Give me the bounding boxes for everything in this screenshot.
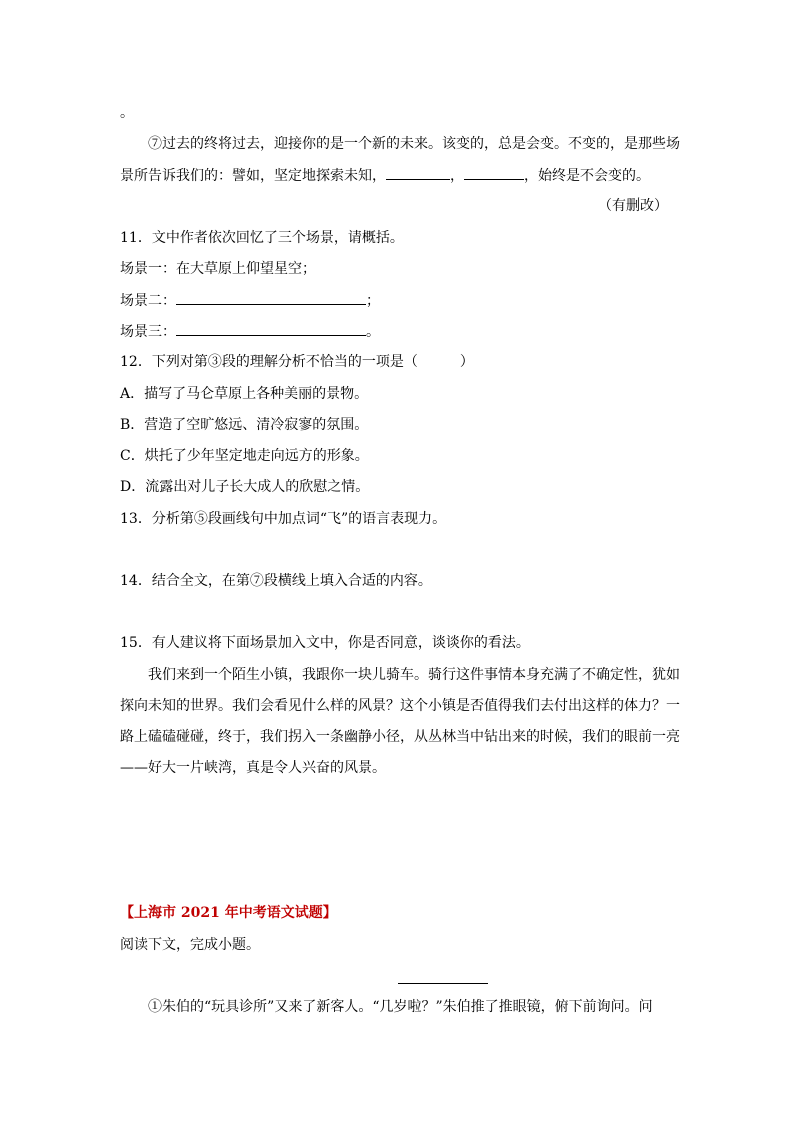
- para1: ①朱伯的“玩具诊所”又来了新客人。“几岁啦？”朱伯推了推眼镜，俯下前询问。问: [148, 999, 653, 1015]
- q11-scene1: 场景一：在大草原上仰望星空；: [120, 261, 316, 277]
- q15-stem: 15．有人建议将下面场景加入文中，你是否同意，谈谈你的看法。: [120, 635, 530, 651]
- q11-scene3-label: 场景三：: [120, 324, 176, 340]
- q11-scene2-end: ；: [366, 293, 380, 309]
- q15-para-line4: ——好大一片峡湾，真是令人兴奋的风景。: [120, 760, 386, 776]
- scene2-blank[interactable]: [176, 290, 366, 305]
- source-note: （有删改）: [598, 198, 668, 214]
- q11-scene2: [120, 290, 380, 311]
- q15-para-line3: 路上磕磕碰碰，终于，我们拐入一条幽静小径，从丛林当中钻出来的时候，我们的眼前一亮: [120, 729, 680, 745]
- q15-para-line2: 探向未知的世界。我们会看见什么样的风景？这个小镇是否值得我们去付出这样的体力？一: [120, 698, 680, 714]
- scene3-blank[interactable]: [176, 321, 366, 336]
- q11-stem: 11．文中作者依次回忆了三个场景，请概括。: [120, 230, 404, 246]
- para7-line2-post: ，始终是不会变的。: [524, 168, 650, 184]
- top-mark: 。: [120, 105, 134, 121]
- q12-option-c[interactable]: C．烘托了少年坚定地走向远方的形象。: [120, 448, 369, 464]
- para7-line2-pre: 景所告诉我们的：譬如，坚定地探索未知，: [120, 168, 386, 184]
- q15-para-line1: 我们来到一个陌生小镇，我跟你一块儿骑车。骑行这件事情本身充满了不确定性，犹如: [148, 667, 680, 683]
- para7-line1: ⑦过去的终将过去，迎接你的是一个新的未来。该变的，总是会变。不变的，是那些场: [148, 136, 680, 152]
- q12-option-a[interactable]: A．描写了马仑草原上各种美丽的景物。: [120, 386, 369, 402]
- q12-stem: 12．下列对第③段的理解分析不恰当的一项是（ ）: [120, 354, 474, 370]
- para7-line2: [120, 165, 650, 186]
- blank-1[interactable]: [386, 165, 450, 180]
- q11-scene2-label: 场景二：: [120, 293, 176, 309]
- title-blank-line: [398, 983, 488, 984]
- instruction: 阅读下文，完成小题。: [120, 937, 260, 953]
- q13: 13．分析第⑤段画线句中加点词“飞”的语言表现力。: [120, 511, 447, 527]
- q12-option-b[interactable]: B．营造了空旷悠远、清冷寂寥的氛围。: [120, 417, 369, 433]
- blank-2[interactable]: [464, 165, 524, 180]
- q11-scene3: [120, 321, 380, 342]
- q11-scene3-end: 。: [366, 324, 380, 340]
- para7-line2-sep: ，: [450, 168, 464, 184]
- section-heading: 【上海市 2021 年中考语文试题】: [120, 905, 337, 921]
- q14: 14．结合全文，在第⑦段横线上填入合适的内容。: [120, 573, 432, 589]
- q12-option-d[interactable]: D．流露出对儿子长大成人的欣慰之情。: [120, 479, 370, 495]
